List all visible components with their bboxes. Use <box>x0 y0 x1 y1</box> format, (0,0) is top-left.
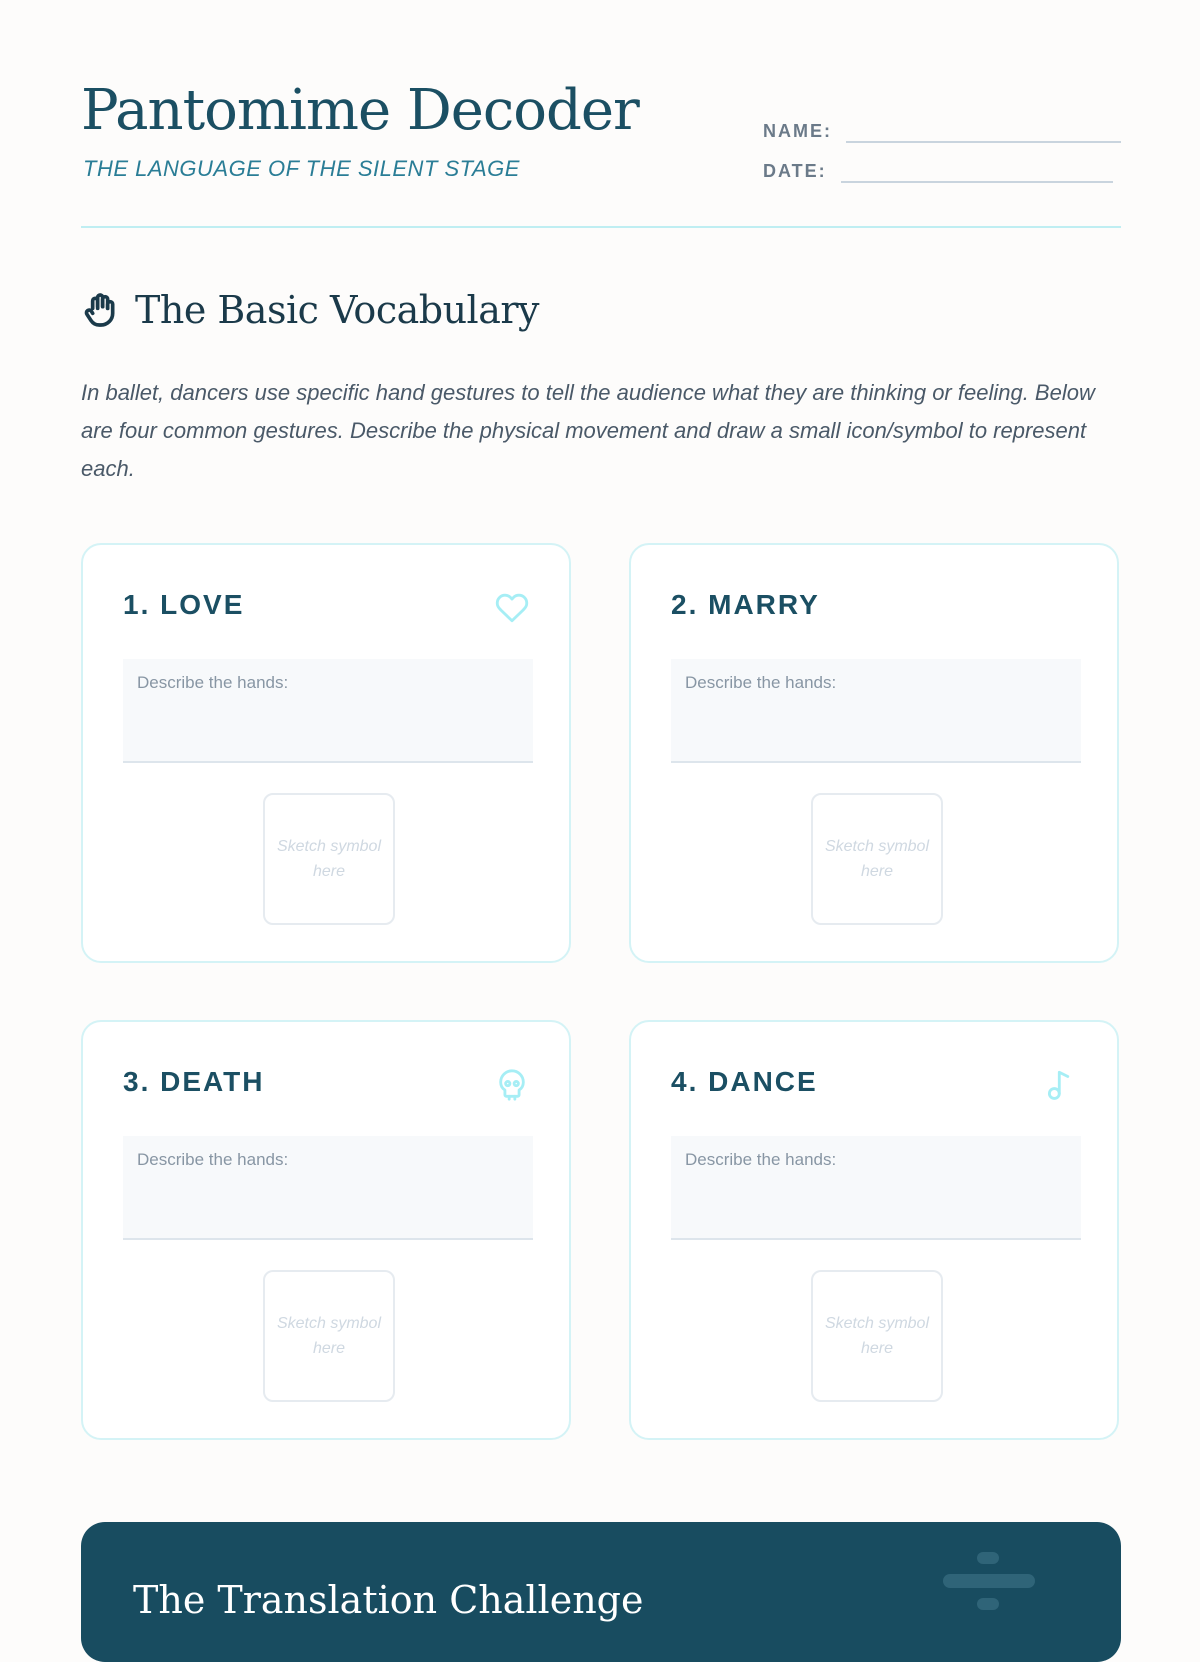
describe-hands-field[interactable] <box>671 1136 1081 1240</box>
challenge-title: The Translation Challenge <box>133 1578 644 1622</box>
card-title: 1. LOVE <box>123 589 245 620</box>
sketch-box[interactable] <box>811 793 943 925</box>
page-subtitle: THE LANGUAGE OF THE SILENT STAGE <box>83 156 520 181</box>
describe-label: Describe the hands: <box>685 673 837 692</box>
gesture-card-dance <box>629 1020 1119 1440</box>
sketch-box[interactable] <box>263 793 395 925</box>
name-label: NAME: <box>763 121 832 141</box>
sketch-box[interactable] <box>263 1270 395 1402</box>
name-field[interactable] <box>763 118 1121 142</box>
describe-hands-field[interactable] <box>123 659 533 763</box>
header-divider <box>81 226 1121 228</box>
describe-label: Describe the hands: <box>685 1150 837 1169</box>
date-label: DATE: <box>763 161 827 181</box>
divide-icon <box>941 1552 1037 1612</box>
describe-label: Describe the hands: <box>137 1150 289 1169</box>
date-line[interactable] <box>841 181 1113 183</box>
describe-label: Describe the hands: <box>137 673 289 692</box>
gesture-card-marry <box>629 543 1119 963</box>
gesture-card-love <box>81 543 571 963</box>
card-title: 3. DEATH <box>123 1066 265 1097</box>
gesture-card-death <box>81 1020 571 1440</box>
sketch-placeholder: Sketch symbol here <box>276 1315 382 1357</box>
hand-icon <box>81 290 121 330</box>
section-heading <box>81 288 539 332</box>
describe-hands-field[interactable] <box>123 1136 533 1240</box>
sketch-box[interactable] <box>811 1270 943 1402</box>
page-title: Pantomime Decoder <box>81 78 639 143</box>
name-line[interactable] <box>846 141 1121 143</box>
section-title: The Basic Vocabulary <box>135 288 539 332</box>
card-title: 2. MARRY <box>671 589 820 620</box>
skull-icon <box>495 1068 529 1102</box>
heart-icon <box>495 591 529 625</box>
translation-challenge-banner <box>81 1522 1121 1662</box>
describe-hands-field[interactable] <box>671 659 1081 763</box>
sketch-placeholder: Sketch symbol here <box>276 838 382 880</box>
sketch-placeholder: Sketch symbol here <box>824 838 930 880</box>
worksheet-page <box>81 0 1121 1622</box>
music-note-icon <box>1043 1068 1077 1102</box>
section-intro: In ballet, dancers use specific hand gestures to tell the audience what they are thinking or feeling. Below are four common gestures. Describe the physical movement and draw a small icon/symbol to represent each. <box>81 380 1095 481</box>
card-title: 4. DANCE <box>671 1066 818 1097</box>
date-field[interactable] <box>763 158 1113 182</box>
sketch-placeholder: Sketch symbol here <box>824 1315 930 1357</box>
